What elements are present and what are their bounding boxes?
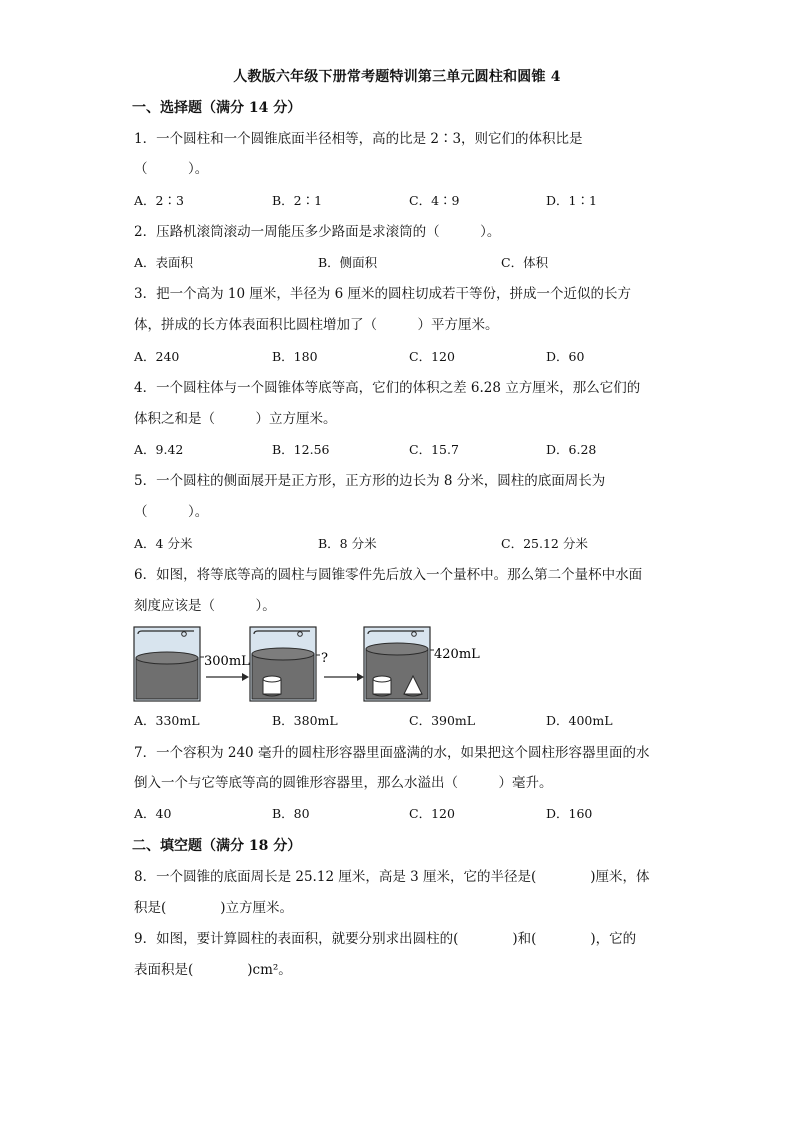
question-1-blank: （ ）。	[134, 161, 209, 177]
label-420ml: 420mL	[434, 647, 480, 662]
section-heading-choice: 一、选择题（满分 14 分）	[132, 100, 302, 116]
question-5-blank: （ ）。	[134, 504, 209, 520]
question-1-options	[0, 191, 794, 211]
option-b[interactable]: B．12.56	[272, 442, 330, 457]
question-8-text-cont: 积是( )立方厘米。	[134, 900, 294, 916]
option-a[interactable]: A．330mL	[134, 713, 200, 728]
option-c[interactable]: C．4∶9	[409, 193, 460, 208]
option-a[interactable]: A．240	[134, 349, 180, 364]
option-b[interactable]: B．380mL	[272, 713, 338, 728]
question-7-text: 7．一个容积为 240 毫升的圆柱形容器里面盛满的水，如果把这个圆柱形容器里面的水	[134, 745, 650, 761]
question-8-text: 8．一个圆锥的底面周长是 25.12 厘米，高是 3 厘米，它的半径是( )厘米，体	[134, 869, 650, 885]
cylinder-part-icon	[373, 676, 391, 696]
question-7-text-cont: 倒入一个与它等底等高的圆锥形容器里，那么水溢出（ ）毫升。	[134, 775, 553, 791]
option-d[interactable]: D．1∶1	[546, 193, 597, 208]
page-title: 人教版六年级下册常考题特训第三单元圆柱和圆锥 4	[233, 69, 561, 85]
label-question-mark: ?	[321, 651, 328, 666]
beaker-1	[134, 627, 200, 701]
question-5-text: 5．一个圆柱的侧面展开是正方形，正方形的边长为 8 分米，圆柱的底面周长为	[134, 473, 606, 489]
question-5-options	[0, 534, 794, 554]
option-b[interactable]: B．8 分米	[318, 536, 377, 551]
question-1-text: 1．一个圆柱和一个圆锥底面半径相等，高的比是 2∶3，则它们的体积比是	[134, 131, 583, 147]
question-2-options	[0, 253, 794, 273]
option-a[interactable]: A．4 分米	[134, 536, 193, 551]
option-a[interactable]: A．9.42	[134, 442, 184, 457]
question-9-text-cont: 表面积是( )cm²。	[134, 962, 292, 978]
option-c[interactable]: C．390mL	[409, 713, 476, 728]
beaker-2	[250, 627, 316, 701]
option-d[interactable]: D．6.28	[546, 442, 597, 457]
question-3-text: 3．把一个高为 10 厘米，半径为 6 厘米的圆柱切成若干等份，拼成一个近似的长方	[134, 286, 632, 302]
beaker-3	[364, 627, 430, 701]
arrow-right-icon	[206, 673, 249, 681]
question-6-options	[0, 711, 794, 731]
option-d[interactable]: D．60	[546, 349, 585, 364]
question-4-text-cont: 体积之和是（ ）立方厘米。	[134, 411, 337, 427]
question-4-options	[0, 440, 794, 460]
question-2-text: 2．压路机滚筒滚动一周能压多少路面是求滚筒的（ ）。	[134, 224, 501, 240]
question-4-text: 4．一个圆柱体与一个圆锥体等底等高，它们的体积之差 6.28 立方厘米，那么它们的	[134, 380, 641, 396]
question-6-text-cont: 刻度应该是（ ）。	[134, 598, 276, 614]
section-heading-fill-in: 二、填空题（满分 18 分）	[132, 838, 302, 854]
option-d[interactable]: D．400mL	[546, 713, 613, 728]
option-b[interactable]: B．侧面积	[318, 255, 378, 270]
option-b[interactable]: B．2∶1	[272, 193, 323, 208]
option-a[interactable]: A．2∶3	[134, 193, 184, 208]
question-3-options	[0, 347, 794, 367]
question-9-text: 9．如图，要计算圆柱的表面积，就要分别求出圆柱的( )和( )，它的	[134, 931, 637, 947]
option-d[interactable]: D．160	[546, 806, 593, 821]
option-b[interactable]: B．80	[272, 806, 310, 821]
option-a[interactable]: A．40	[134, 806, 172, 821]
option-b[interactable]: B．180	[272, 349, 318, 364]
question-3-text-cont: 体，拼成的长方体表面积比圆柱增加了（ ）平方厘米。	[134, 317, 499, 333]
option-c[interactable]: C．120	[409, 349, 455, 364]
option-c[interactable]: C．120	[409, 806, 455, 821]
cylinder-part-icon	[263, 676, 281, 696]
arrow-right-icon	[324, 673, 364, 681]
option-c[interactable]: C．体积	[501, 255, 549, 270]
option-a[interactable]: A．表面积	[134, 255, 194, 270]
question-7-options	[0, 804, 794, 824]
beaker-figure	[134, 624, 480, 704]
option-c[interactable]: C．25.12 分米	[501, 536, 588, 551]
option-c[interactable]: C．15.7	[409, 442, 459, 457]
label-300ml: 300mL	[204, 654, 250, 669]
question-6-text: 6．如图，将等底等高的圆柱与圆锥零件先后放入一个量杯中。那么第二个量杯中水面	[134, 567, 643, 583]
